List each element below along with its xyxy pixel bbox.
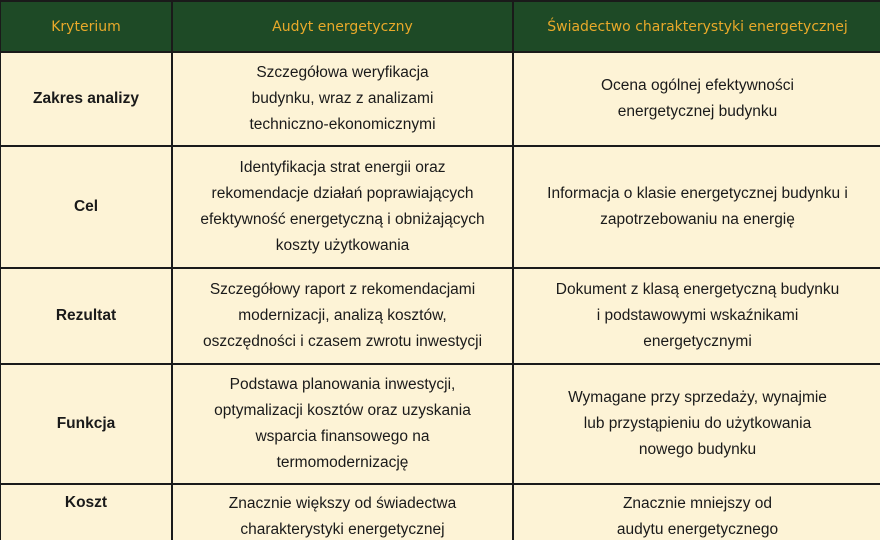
table-row [0,52,880,146]
row-certificate-cell: Dokument z klasą energetyczną budynku i podstawowymi wskaźnikami energetycznymi [513,268,880,364]
row-audit-cell: Identyfikacja strat energii oraz rekomendacje działań poprawiających efektywność energetyczną i obniżających koszty użytkowania [172,146,513,268]
header-criterion: Kryterium [0,1,172,52]
header-audit: Audyt energetyczny [172,1,513,52]
row-criterion: Cel [0,146,172,268]
row-audit-cell: Szczegółowy raport z rekomendacjami modernizacji, analizą kosztów, oszczędności i czasem zwrotu inwestycji [172,268,513,364]
row-criterion: Funkcja [0,364,172,484]
table-row [0,146,880,268]
row-audit-cell: Znacznie większy od świadectwa charakterystyki energetycznej [172,484,513,540]
row-audit-cell: Szczegółowa weryfikacja budynku, wraz z analizami techniczno-ekonomicznymi [172,52,513,146]
row-certificate-cell: Wymagane przy sprzedaży, wynajmie lub przystąpieniu do użytkowania nowego budynku [513,364,880,484]
row-certificate-cell: Znacznie mniejszy od audytu energetycznego [513,484,880,540]
row-certificate-cell: Informacja o klasie energetycznej budynku i zapotrzebowaniu na energię [513,146,880,268]
row-criterion: Zakres analizy [0,52,172,146]
header-row [0,1,880,52]
table-row [0,364,880,484]
row-criterion: Rezultat [0,268,172,364]
row-criterion: Koszt [0,484,172,540]
table-row [0,268,880,364]
header-certificate: Świadectwo charakterystyki energetycznej [513,1,880,52]
row-certificate-cell: Ocena ogólnej efektywności energetycznej budynku [513,52,880,146]
row-audit-cell: Podstawa planowania inwestycji, optymalizacji kosztów oraz uzyskania wsparcia finansowego na termomodernizację [172,364,513,484]
table-row [0,484,880,540]
